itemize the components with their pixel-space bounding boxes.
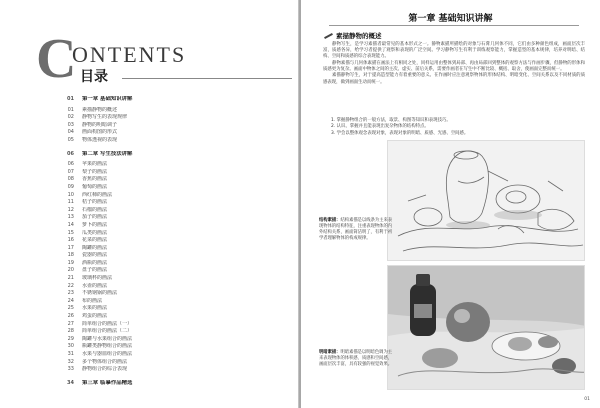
toc-page-number: 12 — [67, 206, 74, 213]
toc-row — [62, 245, 262, 253]
toc-row — [62, 176, 262, 184]
contents-letter-c: C — [36, 28, 77, 90]
tonal-sketch-caption — [319, 350, 393, 368]
toc-row — [62, 107, 262, 115]
toc-entry-title: 玻璃杯的画法 — [82, 275, 113, 282]
section-heading — [323, 31, 382, 40]
contents-heading — [36, 28, 286, 90]
toc-row — [62, 122, 262, 130]
toc-row — [62, 260, 262, 268]
caption-2-label: 明暗素描： — [319, 350, 341, 355]
toc-entry-title: 桔子的画法 — [82, 199, 108, 206]
toc-entry-title: 花菜的画法 — [82, 237, 108, 244]
pencil-icon — [323, 32, 333, 40]
toc-entry-title: 萝卜的画法 — [82, 221, 108, 228]
toc-page-number: 02 — [67, 114, 74, 121]
page-number: 01 — [584, 397, 590, 402]
toc-row — [62, 298, 262, 306]
toc-entry-title: 陶罐与水果组合的画法 — [82, 335, 133, 342]
toc-page-number: 29 — [67, 335, 74, 342]
toc-entry-title: 陶罐的画法 — [82, 244, 108, 251]
toc-entry-title: 不锈钢锅的画法 — [82, 290, 118, 297]
toc-row — [62, 137, 262, 145]
chapter-title: 第一章 基础知识讲解 — [408, 14, 493, 24]
toc-row — [62, 313, 262, 321]
toc-page-number: 08 — [67, 176, 74, 183]
toc-page-number: 10 — [67, 191, 74, 198]
toc-row — [62, 275, 262, 283]
tonal-sketch-drawing — [388, 266, 585, 390]
toc-entry-title: 瓷器的画法 — [82, 252, 108, 259]
toc-page-number: 01 — [67, 96, 74, 102]
toc-entry-title: 布的画法 — [82, 297, 103, 304]
toc-row — [62, 129, 262, 137]
toc-chapter-row — [62, 96, 262, 104]
toc-page-number: 13 — [67, 214, 74, 221]
structure-sketch-drawing — [388, 141, 585, 261]
toc-page-number: 07 — [67, 168, 74, 175]
toc-entry-title: 画面构图的形式 — [82, 129, 118, 136]
toc-page-number: 14 — [67, 221, 74, 228]
toc-row — [62, 161, 262, 169]
contents-page — [0, 0, 299, 408]
body-paragraph-1: 静物写生，是学习素描者最常见的基本形式之一。静物素描所描绘的对象与石膏几何体不同，它们由多种颜色组成，画面层次丰富，质感各异，给学习者提供了观察和表现的广泛空间。学习静物写生有利于训练观察能力，掌握造型的基本规律，培养对明暗、结构、空间和质感的综合表现能力。 — [323, 42, 585, 60]
caption-2-text: 明暗素描是以明暗色调为主来表现物体的体积感、质感和空间感，画面层次丰富，具有较强的视觉效果。 — [319, 350, 393, 368]
toc-row — [62, 192, 262, 200]
structure-sketch-caption — [319, 218, 393, 242]
toc-page-number: 20 — [67, 267, 74, 274]
objective-item-3: 3. 学会以整体观念表现对象，表现对象的明暗、质感、光感、空间感。 — [331, 130, 469, 136]
toc-entry-title: 物体透视的表现 — [82, 136, 118, 143]
toc-page-number: 28 — [67, 328, 74, 335]
toc-page-number: 04 — [67, 129, 74, 136]
toc-entry-title: 西红柿的画法 — [82, 191, 113, 198]
toc-entry-title: 简单组合的画法（二） — [82, 328, 133, 335]
toc-row — [62, 184, 262, 192]
toc-entry-title: 素描静物的概述 — [82, 106, 118, 113]
toc-page-number: 27 — [67, 320, 74, 327]
toc-entry-title: 水果的画法 — [82, 305, 108, 312]
toc-page-number: 32 — [67, 358, 74, 365]
toc-row — [62, 321, 262, 329]
toc-row — [62, 290, 262, 298]
toc-page-number: 17 — [67, 244, 74, 251]
toc-page-number: 05 — [67, 136, 74, 143]
toc-entry-title: 静物写生的表现规律 — [82, 114, 128, 121]
body-paragraph-3: 素描静物写生，对于提高造型能力有着重要的意义。在作画时应注意观察物体的形体结构、明暗变化、空间关系以及不同材质的质感表现，做到画面生动而统一。 — [323, 73, 585, 85]
toc-page-number: 18 — [67, 252, 74, 259]
body-text — [323, 42, 585, 86]
toc-entry-title: 静物的明暗调子 — [82, 121, 118, 128]
toc-page-number: 24 — [67, 297, 74, 304]
chapter-page — [301, 0, 600, 408]
toc-chapter-row — [62, 151, 262, 159]
toc-chapter-row — [62, 380, 262, 388]
toc-row — [62, 252, 262, 260]
toc-row — [62, 305, 262, 313]
toc-page-number: 25 — [67, 305, 74, 312]
toc-page-number: 33 — [67, 366, 74, 373]
toc-row — [62, 359, 262, 367]
toc-row — [62, 207, 262, 215]
toc-page-number: 26 — [67, 313, 74, 320]
toc-entry-title: 香蕉的画法 — [82, 176, 108, 183]
toc-row — [62, 199, 262, 207]
toc-entry-title: 葡萄的画法 — [82, 183, 108, 190]
toc-page-number: 30 — [67, 343, 74, 350]
toc-entry-title: 简单组合的画法（一） — [82, 320, 133, 327]
tonal-sketch-image — [387, 265, 585, 390]
toc-entry-title: 茄子的画法 — [82, 214, 108, 221]
toc-row — [62, 366, 262, 374]
toc-row — [62, 351, 262, 359]
toc-entry-title: 静物组合的综合表现 — [82, 366, 128, 373]
toc-page-number: 21 — [67, 275, 74, 282]
toc-entry-title: 水壶的画法 — [82, 282, 108, 289]
toc-row — [62, 283, 262, 291]
toc-entry-title: 盘子的画法 — [82, 267, 108, 274]
toc-row — [62, 328, 262, 336]
contents-word: ONTENTS — [72, 42, 187, 67]
toc-row — [62, 222, 262, 230]
mulu-title: 目录 — [80, 69, 108, 85]
body-paragraph-2: 静物素描与几何体素描在画法上有相同之处，同样运用由整体到局部、再由局部回到整体的观察方法与作画步骤，但静物的形体和质感更为复杂。画面中物体之间的主次、虚实、前后关系，需要作画者在写生中不断比较、概括、取舍，使画面完整而统一。 — [323, 60, 585, 72]
toc-entry-title: 第三章 临摹作品精选 — [82, 379, 133, 386]
toc-page-number: 31 — [67, 351, 74, 357]
caption-1-label: 结构素描： — [319, 218, 341, 223]
toc-page-number: 19 — [67, 259, 74, 266]
chapter-divider — [329, 25, 579, 26]
toc-page-number: 34 — [67, 379, 74, 386]
toc-page-number: 06 — [67, 161, 74, 168]
toc-row — [62, 267, 262, 275]
table-of-contents — [62, 90, 262, 390]
toc-entry-title: 石榴的画法 — [82, 206, 108, 213]
toc-page-number: 09 — [67, 183, 74, 190]
objective-item-2: 2. 认识、掌握并且能表现出复杂物体的结构特点。 — [331, 124, 429, 130]
objectives-list — [331, 118, 581, 137]
structure-sketch-image — [387, 140, 585, 261]
toc-row — [62, 214, 262, 222]
toc-row — [62, 237, 262, 245]
caption-1-text: 结构素描是以线条为主来表现物体的结构特征，注重表现物体的内外结构关系，画面简洁明了，有利于初学者理解物体的构成规律。 — [319, 218, 393, 242]
toc-entry-title: 瓶罐类静物组合的画法 — [82, 343, 133, 350]
toc-entry-title: 第二章 写生技法讲解 — [82, 150, 133, 157]
toc-page-number: 16 — [67, 237, 74, 244]
toc-page-number: 23 — [67, 290, 74, 297]
toc-row — [62, 336, 262, 344]
toc-row — [62, 343, 262, 351]
toc-row — [62, 169, 262, 177]
contents-divider — [122, 78, 292, 79]
toc-row — [62, 230, 262, 238]
toc-page-number: 15 — [67, 229, 74, 236]
toc-entry-title: 梨子的画法 — [82, 168, 108, 175]
toc-page-number: 06 — [67, 150, 74, 157]
toc-entry-title: 苹果的画法 — [82, 161, 108, 168]
toc-entry-title: 多个物体组合的画法 — [82, 358, 128, 365]
toc-entry-title: 水果与器皿组合的画法 — [82, 351, 133, 357]
toc-entry-title: 鸡蛋的画法 — [82, 313, 108, 320]
toc-row — [62, 114, 262, 122]
toc-page-number: 03 — [67, 121, 74, 128]
toc-entry-title: 第一章 基础知识讲解 — [82, 96, 133, 102]
section-heading-text: 素描静物的概述 — [336, 32, 382, 40]
objective-item-1: 1. 掌握静物组合的一般方法，取景、构图等知识和表现技巧。 — [331, 118, 451, 123]
toc-entry-title: 酒瓶的画法 — [82, 259, 108, 266]
toc-entry-title: 瓜类的画法 — [82, 229, 108, 236]
toc-page-number: 11 — [67, 199, 74, 206]
toc-page-number: 22 — [67, 282, 74, 289]
toc-page-number: 01 — [67, 106, 74, 113]
